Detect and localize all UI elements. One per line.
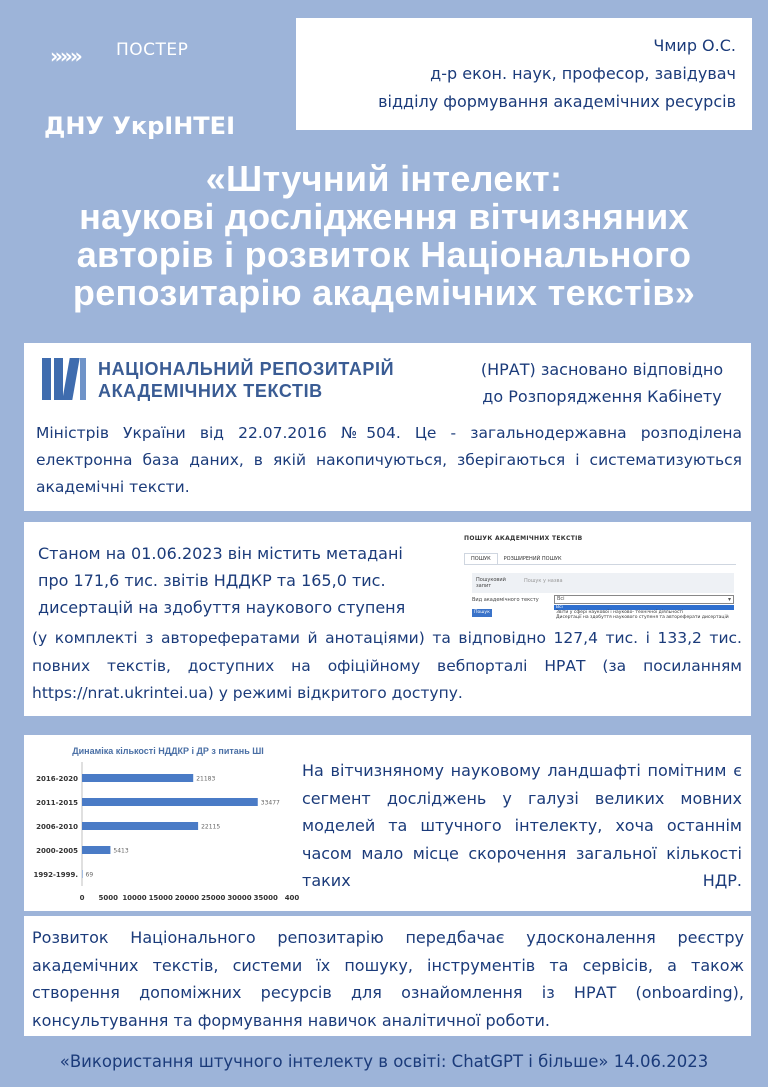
chart-x-tick-label: 35000 xyxy=(253,894,278,902)
tab-search[interactable]: ПОШУК xyxy=(464,553,498,564)
chart-x-tick-label: 25000 xyxy=(201,894,226,902)
logo-line-1: НАЦІОНАЛЬНИЙ РЕПОЗИТАРІЙ xyxy=(98,359,395,379)
book-spine-icon xyxy=(80,358,86,400)
chart-value-label: 69 xyxy=(85,871,94,879)
chart-x-tick-label: 0 xyxy=(79,894,85,902)
option-all[interactable]: Всі xyxy=(554,605,734,610)
option-dissertations[interactable]: Дисертації на здобуття наукового ступеня та автореферати дисертацій xyxy=(556,615,729,620)
author-name: Чмир О.С. xyxy=(653,36,736,55)
chart-bar xyxy=(82,798,258,806)
chart-category-label: 2016-2020 xyxy=(36,775,78,783)
book-spine-icon xyxy=(62,358,79,400)
chart-category-label: 1992-1999. xyxy=(33,871,78,879)
stats-line-3: дисертацій на здобуття наукового ступеня xyxy=(38,598,406,617)
stats-line-1: Станом на 01.06.2023 він містить метадані xyxy=(38,544,403,563)
text-type-select[interactable]: Всі ▾ xyxy=(554,595,734,604)
nrat-founding-text xyxy=(462,356,742,410)
book-spine-icon xyxy=(54,358,63,400)
title-line-4: репозитарію академічних текстів» xyxy=(72,272,696,313)
chart-x-tick-label: 5000 xyxy=(98,894,118,902)
chart-x-tick-label: 30000 xyxy=(227,894,252,902)
chart-bar xyxy=(82,870,83,878)
research-landscape-text: На вітчизняному науковому ландшафті помітним є сегмент досліджень у галузі великих мовних моделей та штучного інтелекту, хоча останнім часом мало місце скорочення загальної кількості таких НДР. xyxy=(302,761,742,890)
chart-value-label: 33477 xyxy=(260,799,280,807)
book-spine-icon xyxy=(42,358,51,400)
chart-x-tick-label: 20000 xyxy=(174,894,200,902)
chart-x-tick-label: 10000 xyxy=(122,894,147,902)
author-box xyxy=(296,18,752,130)
chart-value-label: 22115 xyxy=(201,823,221,831)
nrat-description: Міністрів України від 22.07.2016 №504. Це - загальнодержавна розподілена електронна база даних, в якій накопичуються, зберігаються і систематизуються академічні тексти. xyxy=(36,424,742,496)
chart-category-label: 2000-2005 xyxy=(36,847,78,855)
founding-line-2: до Розпорядження Кабінету xyxy=(482,387,722,406)
search-query-label: Пошуковий запит xyxy=(476,577,506,589)
author-position-line1: д-р екон. наук, професор, завідувач xyxy=(430,64,736,83)
search-tabs xyxy=(464,553,736,565)
stats-description: (у комплекті з авторефератами й анотаціями) та відповідно 127,4 тис. і 133,2 тис. повних текстів, доступних на офіційному вебпорталі НРАТ (за посиланням https://nrat.ukrintei.ua) у режимі відкритого доступу. xyxy=(32,629,742,702)
search-input[interactable]: Пошук у назва xyxy=(524,578,563,584)
search-query-row xyxy=(472,573,734,593)
chart-title: Динаміка кількості НДДКР і ДР з питань ШІ xyxy=(72,746,264,756)
author-position-line2: відділу формування академічних ресурсів xyxy=(378,92,736,111)
poster-title xyxy=(20,160,748,312)
search-button[interactable]: Пошук xyxy=(472,609,492,617)
title-line-1: «Штучний інтелект: xyxy=(205,158,563,199)
chart-category-label: 2006-2010 xyxy=(36,823,78,831)
stats-intro xyxy=(38,540,448,621)
chart-x-tick-label: 15000 xyxy=(148,894,173,902)
chart-category-label: 2011-2015 xyxy=(36,799,78,807)
event-footer: «Використання штучного інтелекту в освіті: ChatGPT і більше» 14.06.2023 xyxy=(59,1052,709,1071)
research-dynamics-chart xyxy=(30,740,306,908)
text-type-options xyxy=(554,605,734,620)
founding-line-1: (НРАТ) засновано відповідно xyxy=(480,360,724,379)
chart-bar xyxy=(82,774,193,782)
search-screenshot xyxy=(460,531,740,619)
nrat-logo xyxy=(42,352,462,408)
title-line-2: наукові дослідження вітчизняних xyxy=(79,196,689,237)
poster-label: ПОСТЕР xyxy=(116,40,189,60)
logo-line-2: АКАДЕМІЧНИХ ТЕКСТІВ xyxy=(98,381,323,401)
development-text: Розвиток Національного репозитарію передбачає удосконалення реєстру академічних текстів, системи їх пошуку, інструментів та сервісів, а також створення допоміжних ресурсів для ознайомлення із НРАТ (onboarding), консультування та формування навичок аналітичної роботи. xyxy=(32,928,744,1030)
title-line-3: авторів і розвиток Національного xyxy=(76,234,692,275)
search-title: ПОШУК АКАДЕМІЧНИХ ТЕКСТІВ xyxy=(464,535,583,542)
organization-name: ДНУ УкрІНТЕІ xyxy=(44,112,236,140)
chart-value-label: 5413 xyxy=(113,847,129,855)
nrat-logo-text xyxy=(98,358,394,402)
chart-value-label: 21183 xyxy=(196,775,216,783)
stats-line-2: про 171,6 тис. звітів НДДКР та 165,0 тис. xyxy=(38,571,386,590)
chart-x-tick-label: 400 xyxy=(284,894,300,902)
text-type-label: Вид академічного тексту xyxy=(472,597,539,603)
chart-bar xyxy=(82,822,198,830)
tab-advanced-search[interactable]: РОЗШИРЕНИЙ ПОШУК xyxy=(503,556,562,562)
option-reports[interactable]: Звіти у сфері наукової і науково- технічної діяльності xyxy=(556,610,684,615)
chart-bar xyxy=(82,846,110,854)
arrows-icon: »»» xyxy=(50,44,80,68)
